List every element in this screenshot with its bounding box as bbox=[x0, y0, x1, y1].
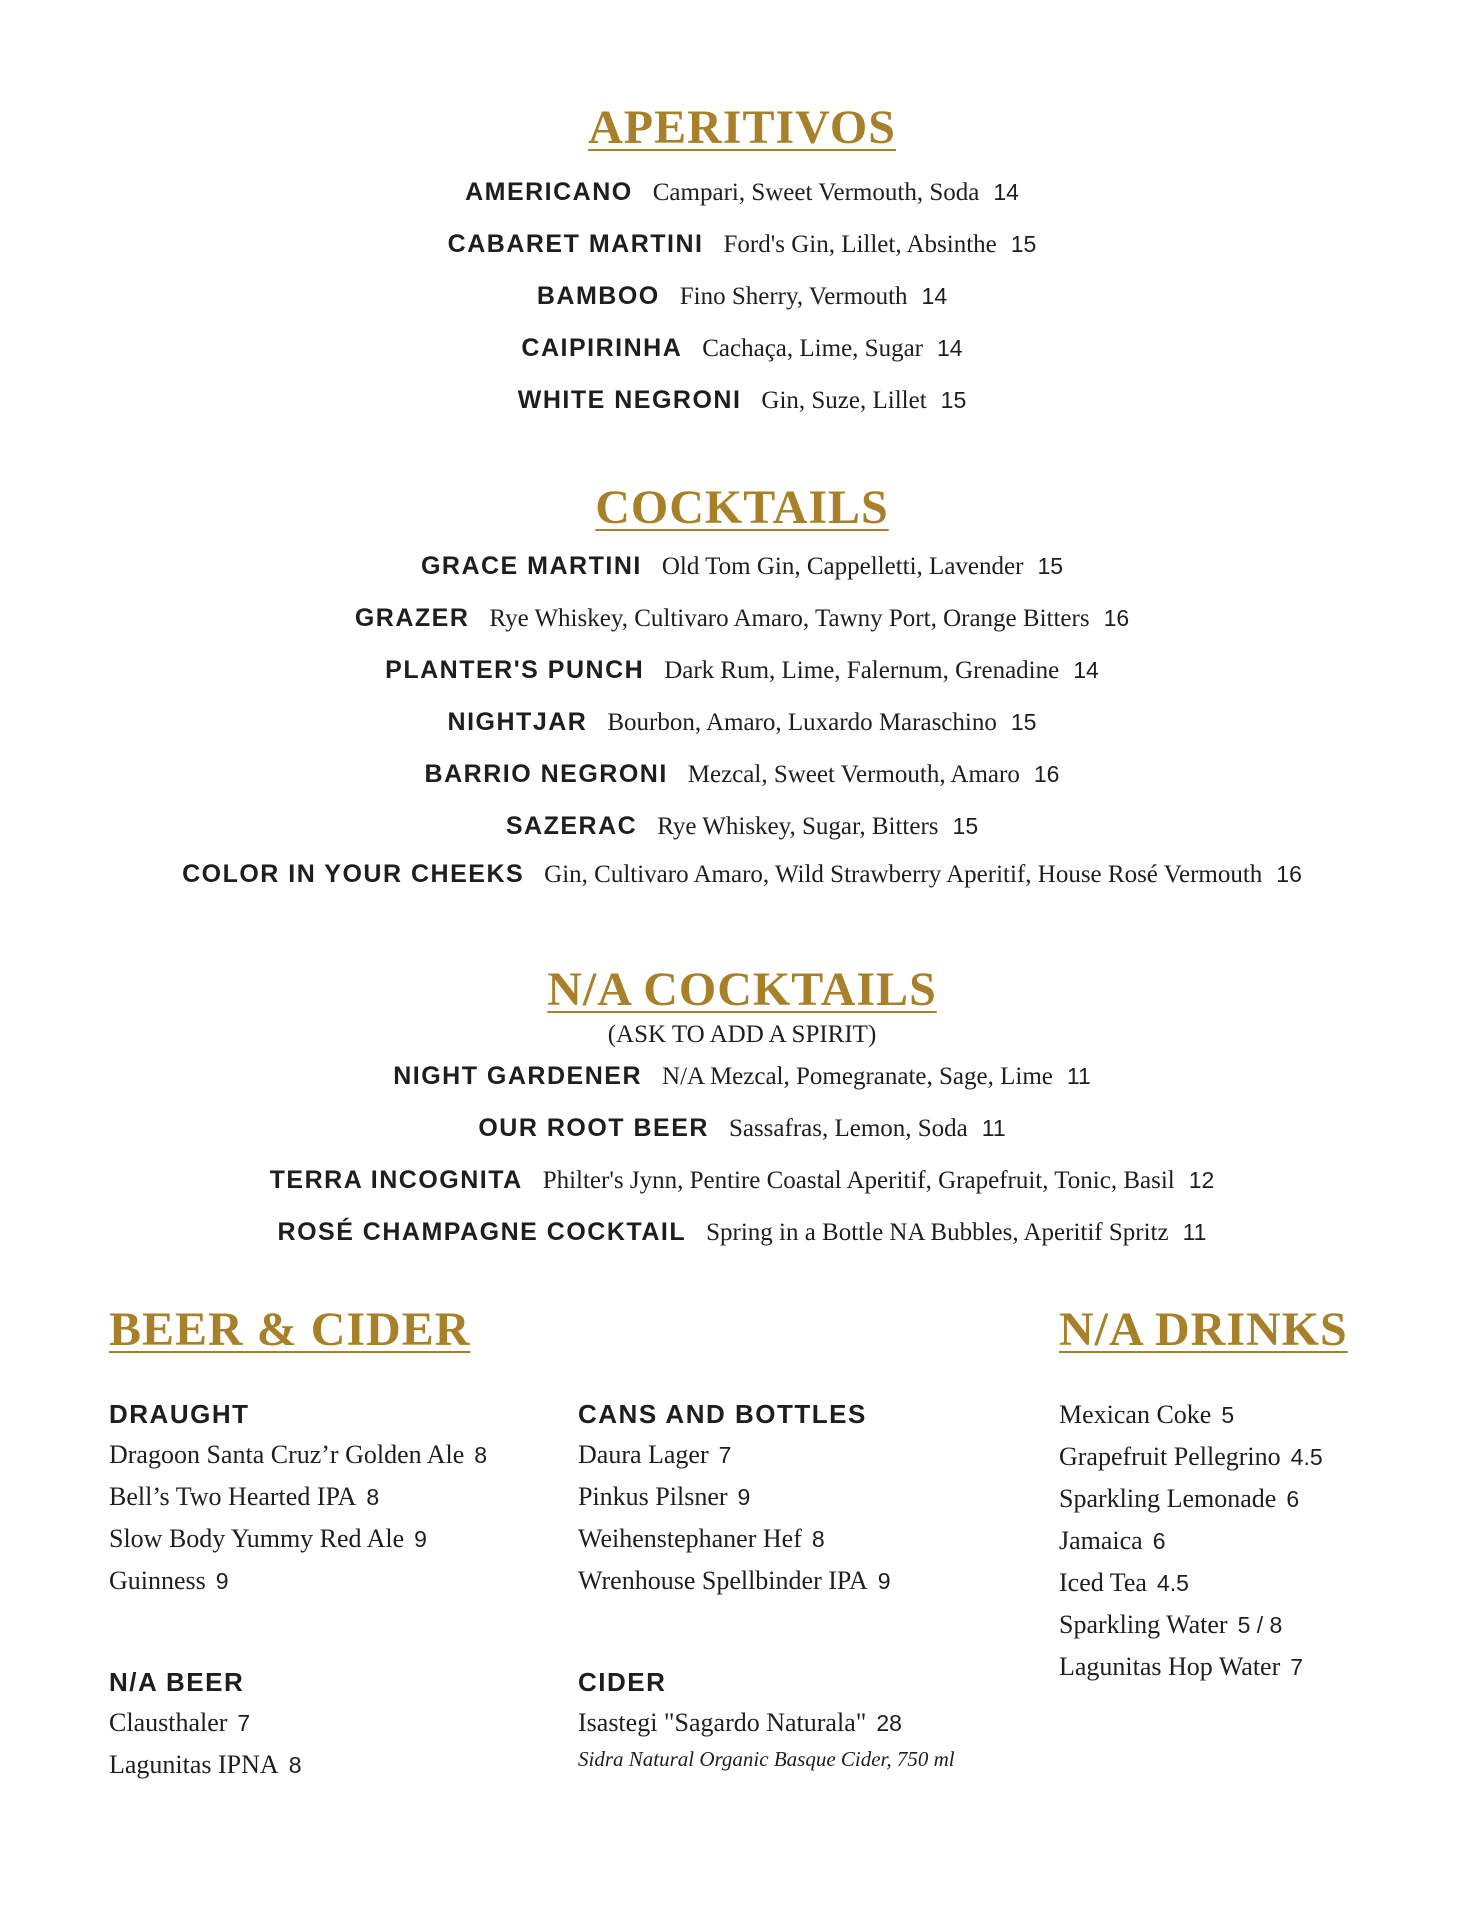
item-note: Sidra Natural Organic Basque Cider, 750 ml bbox=[578, 1747, 955, 1771]
menu-item bbox=[0, 644, 1484, 696]
item-price: 15 bbox=[1037, 553, 1064, 579]
cider-section bbox=[578, 1662, 955, 1774]
item-price: 5 bbox=[1221, 1402, 1235, 1428]
list-item bbox=[109, 1560, 487, 1602]
na-drinks-heading: N/A DRINKS bbox=[1059, 1303, 1348, 1356]
cans-bottles-heading: CANS AND BOTTLES bbox=[578, 1399, 867, 1429]
item-price: 15 bbox=[952, 813, 979, 839]
item-price: 15 bbox=[1010, 709, 1037, 735]
item-name: Mexican Coke bbox=[1059, 1400, 1212, 1429]
menu-item bbox=[0, 748, 1484, 800]
item-name: Grapefruit Pellegrino bbox=[1059, 1442, 1281, 1471]
item-price: 15 bbox=[1010, 231, 1037, 257]
na-cocktails-heading: N/A COCKTAILS bbox=[547, 963, 937, 1016]
na-cocktails-section bbox=[0, 960, 1484, 1258]
item-name: ROSÉ CHAMPAGNE COCKTAIL bbox=[277, 1218, 687, 1246]
list-item bbox=[1059, 1436, 1323, 1478]
item-price: 8 bbox=[474, 1442, 488, 1468]
menu-item bbox=[0, 1102, 1484, 1154]
item-price: 16 bbox=[1103, 605, 1130, 631]
item-description: Spring in a Bottle NA Bubbles, Aperitif Spritz bbox=[706, 1219, 1169, 1246]
item-name: PLANTER'S PUNCH bbox=[385, 656, 645, 684]
cider-heading: CIDER bbox=[578, 1667, 667, 1697]
cocktails-section bbox=[0, 478, 1484, 896]
list-item bbox=[109, 1476, 487, 1518]
item-name: Pinkus Pilsner bbox=[578, 1482, 728, 1511]
item-price: 14 bbox=[1073, 657, 1099, 683]
list-item bbox=[1059, 1478, 1323, 1520]
item-name: NIGHT GARDENER bbox=[393, 1062, 643, 1090]
menu-item bbox=[0, 166, 1484, 218]
item-name: Lagunitas IPNA bbox=[109, 1750, 279, 1779]
menu-item bbox=[0, 1206, 1484, 1258]
list-item bbox=[1059, 1520, 1323, 1562]
item-name: AMERICANO bbox=[465, 178, 633, 206]
menu-item bbox=[0, 322, 1484, 374]
item-name: GRAZER bbox=[354, 604, 470, 632]
menu-item bbox=[0, 800, 1484, 852]
item-name: Guinness bbox=[109, 1566, 206, 1595]
list-item bbox=[1059, 1604, 1323, 1646]
item-name: WHITE NEGRONI bbox=[517, 386, 742, 414]
list-item bbox=[109, 1702, 302, 1744]
menu-item bbox=[0, 592, 1484, 644]
item-price: 11 bbox=[1066, 1063, 1091, 1089]
item-description: Sassafras, Lemon, Soda bbox=[728, 1115, 968, 1142]
item-price: 16 bbox=[1276, 861, 1302, 887]
item-price: 7 bbox=[1290, 1654, 1304, 1680]
item-name: Sparkling Water bbox=[1059, 1610, 1228, 1639]
item-name: Weihenstephaner Hef bbox=[578, 1524, 802, 1553]
item-price: 28 bbox=[876, 1710, 902, 1736]
item-price: 9 bbox=[414, 1526, 427, 1552]
list-item bbox=[1059, 1394, 1323, 1436]
item-price: 9 bbox=[877, 1568, 891, 1594]
item-name: Bell’s Two Hearted IPA bbox=[109, 1482, 357, 1511]
menu-item bbox=[0, 270, 1484, 322]
cocktails-heading: COCKTAILS bbox=[595, 481, 889, 534]
na-beer-heading: N/A BEER bbox=[109, 1667, 245, 1697]
item-name: BAMBOO bbox=[536, 282, 660, 310]
item-name: GRACE MARTINI bbox=[420, 552, 642, 580]
item-description: Gin, Suze, Lillet bbox=[761, 387, 927, 414]
draught-heading: DRAUGHT bbox=[109, 1399, 250, 1429]
item-description: Bourbon, Amaro, Luxardo Maraschino bbox=[607, 709, 997, 736]
item-price: 4.5 bbox=[1290, 1444, 1323, 1470]
item-price: 6 bbox=[1286, 1486, 1300, 1512]
item-price: 14 bbox=[993, 179, 1019, 205]
item-price: 11 bbox=[1182, 1219, 1207, 1245]
item-price: 11 bbox=[981, 1115, 1006, 1141]
item-name: Wrenhouse Spellbinder IPA bbox=[578, 1566, 868, 1595]
na-cocktails-note: (ASK TO ADD A SPIRIT) bbox=[607, 1021, 877, 1048]
item-description: Rye Whiskey, Sugar, Bitters bbox=[657, 813, 939, 840]
item-description: Cachaça, Lime, Sugar bbox=[702, 335, 923, 362]
item-description: Rye Whiskey, Cultivaro Amaro, Tawny Port, Orange Bitters bbox=[489, 605, 1090, 632]
menu-item bbox=[0, 696, 1484, 748]
item-price: 9 bbox=[737, 1484, 751, 1510]
item-price: 16 bbox=[1033, 761, 1060, 787]
item-description: Philter's Jynn, Pentire Coastal Aperitif, Grapefruit, Tonic, Basil bbox=[542, 1167, 1175, 1194]
list-item bbox=[1059, 1562, 1323, 1604]
list-item bbox=[109, 1744, 302, 1786]
menu-item bbox=[0, 852, 1484, 896]
list-item bbox=[1059, 1646, 1323, 1688]
item-price: 8 bbox=[366, 1484, 380, 1510]
menu-item bbox=[0, 540, 1484, 592]
item-description: Mezcal, Sweet Vermouth, Amaro bbox=[687, 761, 1020, 788]
list-item bbox=[578, 1560, 891, 1602]
item-price: 8 bbox=[288, 1752, 302, 1778]
item-name: SAZERAC bbox=[505, 812, 638, 840]
menu-item bbox=[0, 1154, 1484, 1206]
item-name: BARRIO NEGRONI bbox=[424, 760, 668, 788]
list-item bbox=[578, 1518, 891, 1560]
menu-item bbox=[0, 374, 1484, 426]
list-item bbox=[109, 1518, 487, 1560]
item-name: Slow Body Yummy Red Ale bbox=[109, 1524, 405, 1553]
beer-cider-heading: BEER & CIDER bbox=[109, 1303, 471, 1356]
item-name: Daura Lager bbox=[578, 1440, 709, 1469]
item-name: Isastegi "Sagardo Naturala" bbox=[578, 1708, 867, 1737]
list-item bbox=[578, 1434, 891, 1476]
item-description: Fino Sherry, Vermouth bbox=[679, 283, 908, 310]
draught-section bbox=[109, 1394, 487, 1602]
item-price: 9 bbox=[215, 1568, 229, 1594]
item-price: 7 bbox=[718, 1442, 732, 1468]
item-name: Clausthaler bbox=[109, 1708, 228, 1737]
item-name: Lagunitas Hop Water bbox=[1059, 1652, 1281, 1681]
list-item bbox=[578, 1702, 955, 1744]
item-description: N/A Mezcal, Pomegranate, Sage, Lime bbox=[662, 1063, 1053, 1090]
item-description: Ford's Gin, Lillet, Absinthe bbox=[723, 231, 997, 258]
na-drinks-section bbox=[1059, 1394, 1323, 1688]
item-name: CAIPIRINHA bbox=[521, 334, 683, 362]
item-name: Dragoon Santa Cruz’r Golden Ale bbox=[109, 1440, 465, 1469]
item-name: Sparkling Lemonade bbox=[1059, 1484, 1277, 1513]
item-price: 5 / 8 bbox=[1237, 1612, 1283, 1638]
menu-item bbox=[0, 218, 1484, 270]
item-price: 15 bbox=[940, 387, 967, 413]
item-name: NIGHTJAR bbox=[447, 708, 588, 736]
item-price: 6 bbox=[1152, 1528, 1166, 1554]
item-description: Gin, Cultivaro Amaro, Wild Strawberry Aperitif, House Rosé Vermouth bbox=[544, 861, 1263, 888]
item-name: COLOR IN YOUR CHEEKS bbox=[182, 860, 525, 888]
item-price: 7 bbox=[237, 1710, 251, 1736]
menu-item bbox=[0, 1050, 1484, 1102]
na-beer-section bbox=[109, 1662, 302, 1786]
item-name: Iced Tea bbox=[1059, 1568, 1147, 1597]
item-name: CABARET MARTINI bbox=[447, 230, 704, 258]
item-price: 12 bbox=[1188, 1167, 1215, 1193]
list-item bbox=[109, 1434, 487, 1476]
item-price: 14 bbox=[921, 283, 948, 309]
item-price: 14 bbox=[937, 335, 963, 361]
cans-bottles-section bbox=[578, 1394, 891, 1602]
aperitivos-section bbox=[0, 98, 1484, 426]
item-name: TERRA INCOGNITA bbox=[269, 1166, 523, 1194]
item-name: OUR ROOT BEER bbox=[478, 1114, 709, 1142]
item-description: Campari, Sweet Vermouth, Soda bbox=[652, 179, 980, 206]
item-description: Dark Rum, Lime, Falernum, Grenadine bbox=[664, 657, 1060, 684]
list-item bbox=[578, 1476, 891, 1518]
item-name: Jamaica bbox=[1059, 1526, 1143, 1555]
item-price: 4.5 bbox=[1156, 1570, 1189, 1596]
aperitivos-heading: APERITIVOS bbox=[588, 101, 896, 154]
item-description: Old Tom Gin, Cappelletti, Lavender bbox=[661, 553, 1024, 580]
item-price: 8 bbox=[811, 1526, 825, 1552]
